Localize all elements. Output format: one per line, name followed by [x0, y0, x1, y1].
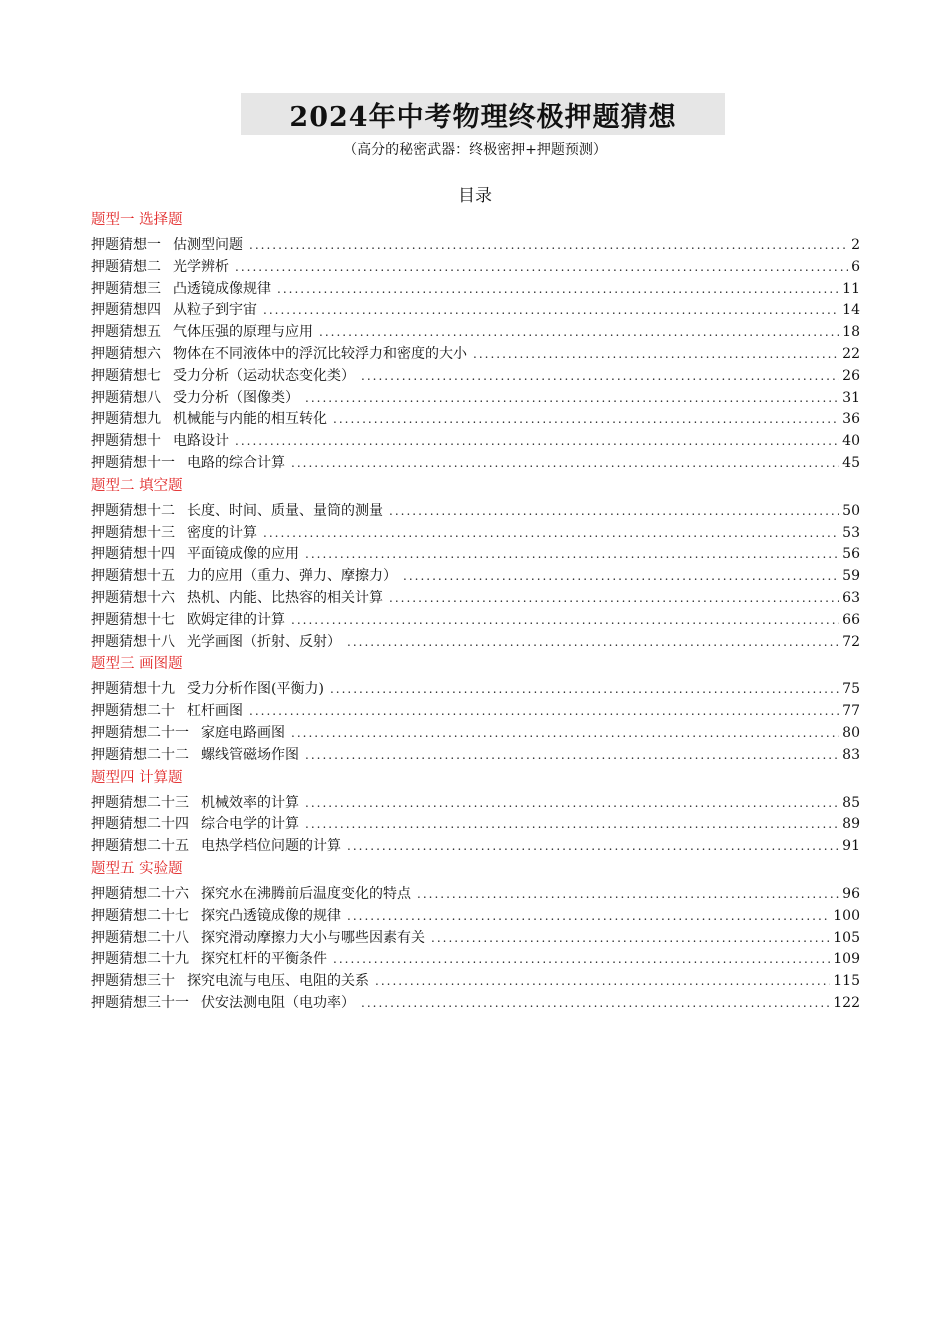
toc-entry-number: 押题猜想十一 [91, 454, 175, 471]
toc-entry-page: 115 [833, 973, 860, 990]
toc-entry[interactable] [91, 679, 860, 701]
toc-entry-number: 押题猜想十八 [91, 633, 175, 650]
toc-entry-title: 受力分析（图像类） [173, 389, 299, 406]
toc-entry-title: 伏安法测电阻（电功率） [201, 994, 355, 1011]
toc-entry[interactable] [91, 701, 860, 723]
toc-entry[interactable] [91, 300, 860, 322]
toc-entry[interactable] [91, 723, 860, 745]
toc-entry-page: 26 [842, 367, 860, 384]
toc-entry[interactable] [91, 836, 860, 858]
toc-entry-title: 光学画图（折射、反射） [187, 633, 341, 650]
toc-entry-title: 电热学档位问题的计算 [201, 838, 341, 855]
toc-entry-page: 14 [842, 302, 860, 319]
toc-entry-number: 押题猜想十二 [91, 502, 175, 519]
toc-leader-dots [305, 745, 839, 767]
toc-entry[interactable] [91, 993, 860, 1015]
toc-entry-page: 45 [842, 454, 860, 471]
toc-entry-title: 杠杆画图 [187, 703, 243, 720]
toc-leader-dots [291, 723, 839, 745]
toc-entry-page: 91 [842, 838, 860, 855]
toc-leader-dots [389, 501, 839, 523]
toc-leader-dots [473, 344, 839, 366]
toc-entry-title: 探究凸透镜成像的规律 [201, 907, 341, 924]
toc-entry-page: 80 [842, 724, 860, 741]
toc-entry-title: 凸透镜成像规律 [173, 280, 271, 297]
toc-entry-page: 18 [842, 324, 860, 341]
toc-leader-dots [361, 366, 839, 388]
toc-leader-dots [249, 701, 839, 723]
toc-entry-page: 6 [851, 258, 860, 275]
toc-entry-number: 押题猜想五 [91, 324, 161, 341]
toc-leader-dots [263, 300, 839, 322]
toc-leader-dots [305, 388, 839, 410]
toc-leader-dots [347, 906, 830, 928]
toc-entry-number: 押题猜想二十五 [91, 838, 189, 855]
toc-entry[interactable] [91, 884, 860, 906]
toc-entry-title: 密度的计算 [187, 524, 257, 541]
toc-entry-page: 89 [842, 816, 860, 833]
toc-leader-dots [263, 523, 839, 545]
toc-entry-title: 从粒子到宇宙 [173, 302, 257, 319]
toc-entry-page: 100 [833, 907, 860, 924]
toc-leader-dots [305, 793, 839, 815]
toc-leader-dots [235, 431, 839, 453]
toc-entry-number: 押题猜想一 [91, 237, 161, 253]
toc-leader-dots [431, 928, 830, 950]
toc-entry-page: 40 [842, 433, 860, 450]
toc-section-heading: 题型四 计算题 [91, 769, 183, 786]
toc-entry-number: 押题猜想二十七 [91, 907, 189, 924]
toc-entry-title: 电路的综合计算 [187, 454, 285, 471]
toc-entry-number: 押题猜想六 [91, 345, 161, 362]
toc-entry-title: 探究滑动摩擦力大小与哪些因素有关 [201, 929, 425, 946]
toc-entry-page: 36 [842, 411, 860, 428]
toc-leader-dots [249, 235, 848, 257]
toc-entry-number: 押题猜想二十九 [91, 951, 189, 968]
toc-entry-page: 31 [842, 389, 860, 406]
toc-leader-dots [277, 279, 839, 301]
toc-section-heading: 题型五 实验题 [91, 860, 183, 877]
toc-entry[interactable] [91, 344, 860, 366]
toc-entry[interactable] [91, 949, 860, 971]
toc-entry[interactable] [91, 366, 860, 388]
toc-entry-page: 56 [842, 546, 860, 563]
toc-entry-number: 押题猜想三 [91, 280, 161, 297]
toc-leader-dots [291, 610, 839, 632]
toc-entry[interactable] [91, 523, 860, 545]
toc-entry-number: 押题猜想二十一 [91, 724, 189, 741]
toc-entry-title: 机械效率的计算 [201, 794, 299, 811]
table-of-contents [91, 209, 860, 1015]
toc-entry-page: 109 [833, 951, 860, 968]
toc-entry-page: 50 [842, 502, 860, 519]
toc-entry[interactable] [91, 453, 860, 475]
toc-leader-dots [347, 632, 839, 654]
toc-entry-page: 105 [833, 929, 860, 946]
toc-entry-title: 力的应用（重力、弹力、摩擦力） [187, 568, 397, 585]
toc-entry-page: 75 [842, 681, 860, 698]
toc-entry-page: 63 [842, 589, 860, 606]
toc-leader-dots [333, 949, 830, 971]
toc-entry-page: 77 [842, 703, 860, 720]
toc-entry-title: 物体在不同液体中的浮沉比较浮力和密度的大小 [173, 345, 467, 362]
toc-entry[interactable] [91, 257, 860, 279]
toc-entry-page: 85 [842, 794, 860, 811]
toc-entry-title: 气体压强的原理与应用 [173, 324, 313, 341]
toc-entry[interactable] [91, 745, 860, 767]
toc-entry[interactable] [91, 632, 860, 654]
toc-entry-page: 122 [833, 994, 860, 1011]
toc-entry-number: 押题猜想四 [91, 302, 161, 319]
toc-entry-page: 96 [842, 885, 860, 902]
toc-entry-number: 押题猜想十七 [91, 611, 175, 628]
toc-entry[interactable] [91, 431, 860, 453]
toc-entry-number: 押题猜想二十四 [91, 816, 189, 833]
toc-entry-number: 押题猜想二十 [91, 703, 175, 720]
toc-entry-title: 受力分析（运动状态变化类） [173, 367, 355, 384]
toc-entry[interactable] [91, 610, 860, 632]
toc-entry-number: 押题猜想二 [91, 258, 161, 275]
toc-leader-dots [235, 257, 848, 279]
toc-entry-page: 2 [851, 237, 860, 253]
toc-entry-title: 综合电学的计算 [201, 816, 299, 833]
toc-section-heading: 题型二 填空题 [91, 477, 183, 494]
toc-entry[interactable] [91, 409, 860, 431]
toc-entry-page: 53 [842, 524, 860, 541]
toc-entry[interactable] [91, 566, 860, 588]
toc-entry-number: 押题猜想九 [91, 411, 161, 428]
toc-entry-title: 螺线管磁场作图 [201, 746, 299, 763]
toc-entry[interactable] [91, 388, 860, 410]
toc-entry[interactable] [91, 279, 860, 301]
toc-entry[interactable] [91, 544, 860, 566]
toc-leader-dots [319, 322, 839, 344]
toc-entry-title: 探究电流与电压、电阻的关系 [187, 973, 369, 990]
toc-entry[interactable] [91, 928, 860, 950]
toc-entry-number: 押题猜想十 [91, 433, 161, 450]
toc-entry[interactable] [91, 971, 860, 993]
toc-entry-title: 光学辨析 [173, 258, 229, 275]
toc-entry-title: 估测型问题 [173, 237, 243, 253]
toc-entry-number: 押题猜想十九 [91, 681, 175, 698]
toc-leader-dots [291, 453, 839, 475]
toc-entry-number: 押题猜想十三 [91, 524, 175, 541]
toc-entry-number: 押题猜想二十三 [91, 794, 189, 811]
toc-entry-title: 平面镜成像的应用 [187, 546, 299, 563]
toc-entry-title: 受力分析作图(平衡力) [187, 681, 324, 698]
toc-entry[interactable] [91, 793, 860, 815]
toc-leader-dots [389, 588, 839, 610]
toc-entry-number: 押题猜想三十一 [91, 994, 189, 1011]
toc-entry-page: 22 [842, 345, 860, 362]
toc-entry-title: 欧姆定律的计算 [187, 611, 285, 628]
toc-entry-number: 押题猜想二十八 [91, 929, 189, 946]
toc-leader-dots [403, 566, 839, 588]
toc-entry-page: 11 [842, 280, 860, 297]
toc-entry[interactable] [91, 906, 860, 928]
toc-entry-page: 72 [842, 633, 860, 650]
toc-leader-dots [333, 409, 839, 431]
toc-leader-dots [347, 836, 839, 858]
toc-entry-title: 电路设计 [173, 433, 229, 450]
toc-entry-page: 59 [842, 568, 860, 585]
toc-entry-number: 押题猜想十六 [91, 589, 175, 606]
toc-entry-page: 66 [842, 611, 860, 628]
title-banner [241, 93, 725, 135]
toc-leader-dots [305, 544, 839, 566]
toc-entry-title: 探究水在沸腾前后温度变化的特点 [201, 885, 411, 902]
toc-entry-number: 押题猜想二十六 [91, 885, 189, 902]
toc-section-heading: 题型一 选择题 [91, 212, 183, 228]
toc-entry[interactable] [91, 235, 860, 257]
toc-entry-title: 探究杠杆的平衡条件 [201, 951, 327, 968]
toc-entry[interactable] [91, 322, 860, 344]
toc-entry-number: 押题猜想二十二 [91, 746, 189, 763]
toc-entry-number: 押题猜想八 [91, 389, 161, 406]
toc-leader-dots [375, 971, 830, 993]
toc-leader-dots [330, 679, 839, 701]
toc-entry[interactable] [91, 814, 860, 836]
toc-entry[interactable] [91, 501, 860, 523]
toc-leader-dots [361, 993, 830, 1015]
toc-entry-number: 押题猜想三十 [91, 973, 175, 990]
document-subtitle: （高分的秘密武器：终极密押+押题预测） [343, 142, 607, 158]
toc-entry-number: 押题猜想十五 [91, 568, 175, 585]
toc-entry-number: 押题猜想七 [91, 367, 161, 384]
toc-entry-page: 83 [842, 746, 860, 763]
toc-leader-dots [417, 884, 839, 906]
toc-entry-title: 家庭电路画图 [201, 724, 285, 741]
toc-section-heading: 题型三 画图题 [91, 656, 183, 673]
toc-entry-title: 机械能与内能的相互转化 [173, 411, 327, 428]
toc-heading: 目录 [458, 186, 492, 206]
document-title: 2024年中考物理终极押题猜想 [289, 101, 677, 133]
toc-entry-number: 押题猜想十四 [91, 546, 175, 563]
toc-leader-dots [305, 814, 839, 836]
toc-entry[interactable] [91, 588, 860, 610]
toc-entry-title: 热机、内能、比热容的相关计算 [187, 589, 383, 606]
toc-entry-title: 长度、时间、质量、量筒的测量 [187, 502, 383, 519]
